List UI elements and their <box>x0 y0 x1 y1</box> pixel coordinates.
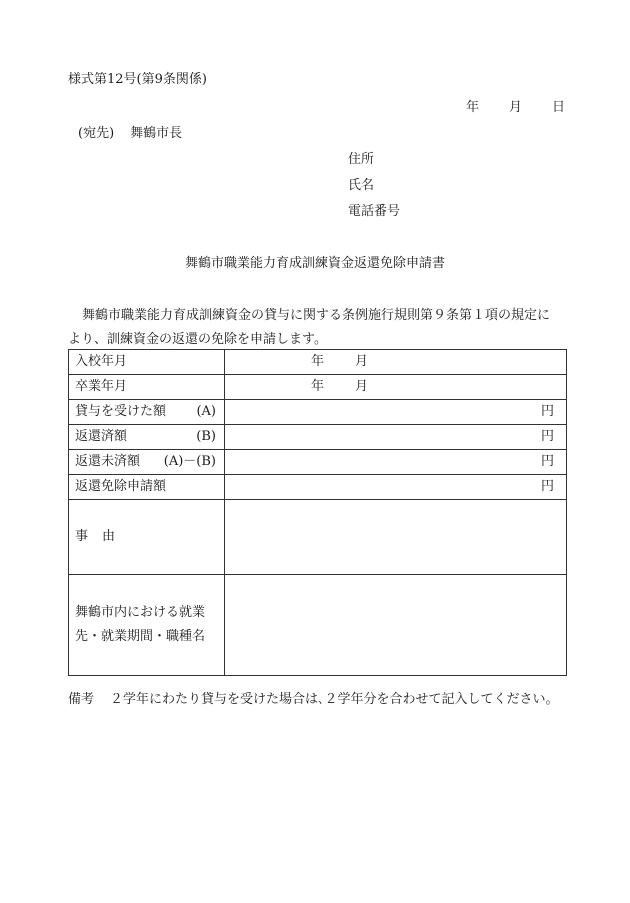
loan-unit: 円 <box>540 404 554 419</box>
note-text: ２学年にわたり貸与を受けた場合は､２学年分を合わせて記入してください。 <box>110 692 559 707</box>
date-year-label: 年 <box>466 100 480 115</box>
note-label: 備考 <box>68 692 95 707</box>
table-row-repaid <box>69 425 567 450</box>
applicant-phone-label: 電話番号 <box>348 204 401 219</box>
unrepaid-amount-field[interactable] <box>225 450 567 475</box>
employment-label: 舞鶴市内における就業先・就業期間・職種名 <box>69 575 225 676</box>
table-row-reason <box>69 500 567 575</box>
table-row-exemption <box>69 475 567 500</box>
date-month-label: 月 <box>509 100 523 115</box>
loan-label: 貸与を受けた額 <box>75 404 167 419</box>
exemption-amount-field[interactable] <box>225 475 567 500</box>
unrepaid-label: 返還未済額 <box>75 454 141 469</box>
entry-year-label: 年 <box>311 354 325 369</box>
graduation-month-label: 月 <box>355 379 369 394</box>
addressee-name: 舞鶴市長 <box>130 126 183 141</box>
loan-amount-field[interactable] <box>225 400 567 425</box>
exemption-label: 返還免除申請額 <box>69 475 225 500</box>
applicant-name-label: 氏名 <box>348 178 375 193</box>
entry-value-field[interactable] <box>225 350 567 375</box>
entry-label: 入校年月 <box>69 350 225 375</box>
unrepaid-label-cell <box>69 450 225 475</box>
unrepaid-unit: 円 <box>540 454 554 469</box>
loan-label-cell <box>69 400 225 425</box>
employment-field[interactable] <box>225 575 567 676</box>
table-row-entry <box>69 350 567 375</box>
repaid-unit: 円 <box>540 429 554 444</box>
body-text <box>68 304 568 352</box>
document-title: 舞鶴市職業能力育成訓練資金返還免除申請書 <box>184 256 445 271</box>
unrepaid-mark: (A)－(B) <box>163 454 216 469</box>
form-number: 様式第12号(第9条関係) <box>68 72 207 87</box>
table-row-employment <box>69 575 567 676</box>
reason-label-2: 由 <box>102 529 116 544</box>
table-row-unrepaid <box>69 450 567 475</box>
body-line-1: 舞鶴市職業能力育成訓練資金の貸与に関する条例施行規則第９条第１項の規定に <box>82 308 551 323</box>
graduation-label: 卒業年月 <box>69 375 225 400</box>
entry-month-label: 月 <box>355 354 369 369</box>
date-day-label: 日 <box>552 100 566 115</box>
loan-mark: (A) <box>196 404 216 419</box>
reason-label-1: 事 <box>75 529 89 544</box>
reason-field[interactable] <box>225 500 567 575</box>
graduation-year-label: 年 <box>311 379 325 394</box>
repaid-label: 返還済額 <box>75 429 128 444</box>
repaid-amount-field[interactable] <box>225 425 567 450</box>
table-row-graduation <box>69 375 567 400</box>
reason-label-cell <box>69 500 225 575</box>
repaid-label-cell <box>69 425 225 450</box>
graduation-value-field[interactable] <box>225 375 567 400</box>
table-row-loan <box>69 400 567 425</box>
addressee-label: (宛先) <box>78 126 115 141</box>
body-line-2: より、訓練資金の返還の免除を申請します。 <box>68 332 327 347</box>
note <box>68 692 559 708</box>
repaid-mark: (B) <box>196 429 216 444</box>
addressee <box>68 126 182 142</box>
applicant-address-label: 住所 <box>348 152 375 167</box>
application-table <box>68 349 567 676</box>
date-line <box>466 100 565 116</box>
exemption-unit: 円 <box>540 479 554 494</box>
